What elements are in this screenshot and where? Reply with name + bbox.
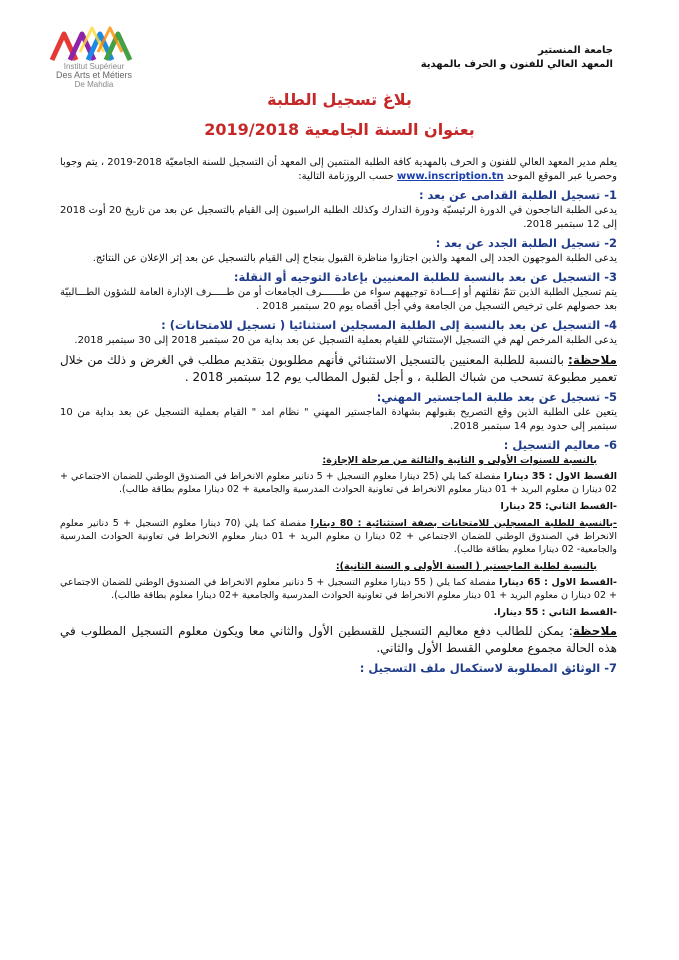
note-2 [60,623,617,657]
inscription-link[interactable]: www.inscription.tn [396,171,504,182]
note-2-label: ملاحظة [572,624,617,638]
fees-sub-3: بالنسبة لطلبة الماجستير ( السنة الأولى و السنة الثانية): [335,561,597,572]
note-1-text: بالنسبة للطلبة المعنيين بالتسجيل الاستثنائي فأنهم مطلوبون بتقديم مطلب في الغرض و ذلك من خلال تعمير مطبوعة تسحب من شباك الطلبة ، و أجل لقبول المطالب يوم 12 سبتمبر 2018 . [60,353,617,384]
section-1-heading: 1- تسجيل الطلبة القدامى عن بعد : [418,188,617,202]
intro-text-1: يعلم مدير المعهد العالي للفنون و الحرف بالمهدية كافة الطلبة المنتمين إلى المعهد أن التسجيل للسنة الجامعيّة 2018-2019 ، يتم وجوبا وحصريا عبر الموقع الموحد [60,157,617,182]
notice-title: بلاغ تسجيل الطلبة [267,90,412,109]
logo-caption [44,62,144,89]
fees-installment-2 [60,500,617,513]
logo-line-2: Des Arts et Métiers [55,70,133,80]
section-2-heading: 2- تسجيل الطلبة الجدد عن بعد : [435,236,617,250]
inst-1-label: القسط الاول : 35 دينارا [503,471,618,482]
exceptional-label: -بالنسبة للطلبة المسجلين للامتحانات بصفة استثنائية : 80 دينارا [310,518,617,529]
inst-3-label: -القسط الاول : 65 دينارا [499,577,618,588]
fees-installment-3 [60,576,617,602]
notice-body [60,156,617,677]
section-4-heading: 4- التسجيل عن بعد بالنسبة إلى الطلبة المسجلين استثنائيا ( تسجيل للامتحانات) : [161,318,617,332]
institution-header [421,44,613,72]
institute-name: المعهد العالي للفنون و الحرف بالمهدية [420,59,613,70]
note-1 [60,352,617,386]
note-2-text: : يمكن للطالب دفع معاليم التسجيل للقسطين الأول والثاني معا ويكون معلوم التسجيل المطلوب في هذه الحالة مجموع معلومي القسط الأول والثاني. [60,624,617,655]
fees-installment-4 [60,606,617,619]
intro-paragraph [60,156,617,184]
inst-2-label: -القسط الثاني: 25 دينارا [500,501,617,512]
intro-text-2: حسب الروزنامة التالية: [298,171,397,182]
inst-3-text: مفصلة كما يلي ( 55 دينارا معلوم التسجيل + 5 دنانير معلوم الانخراط في الصندوق الوطني للضمان الاجتماعي + 02 دينارا ن معلوم البريد + 01 دينار معلوم الانخراط في تعاونية الحوادث المدرسية والجامعية +02 دينارا معلوم بطاقة طالب). [60,577,617,601]
section-2-text: يدعى الطلبة الموجهون الجدد إلى المعهد والذين اجتازوا مناظرة القبول بنجاح إلى القيام بالتسجيل عن بعد إثر الإعلان عن النتائج. [92,253,617,264]
section-1-text: يدعى الطلبة الناجحون في الدورة الرئيسيّة ودورة التدارك وكذلك الطلبة الراسبون إلى القيام بالتسجيل عن بعد من تاريخ 20 أوت 2018 إلى 12 سبتمبر 2018. [60,205,617,230]
section-4-text: يدعى الطلبة المرخص لهم في التسجيل الإستثنائي للقيام بعملية التسجيل عن بعد بداية من 20 سبتمبر 2018 إلى 30 سبتمبر 2018. [74,335,617,346]
fees-exceptional [60,517,617,556]
fees-installment-1 [60,470,617,496]
section-5-heading: 5- تسجيل عن بعد طلبة الماجستير المهني: [376,390,617,404]
section-3-heading: 3- التسجيل عن بعد بالنسبة للطلبة المعنيين بإعادة التوجيه أو النقلة: [233,270,617,284]
exceptional-text: مفصلة كما يلي (70 دينارا معلوم التسجيل + 5 دنانير معلوم الانخراط في الصندوق الوطني للضمان الاجتماعي + 02 دينارا ن معلوم البريد + 01 دينار معلوم الانخراط في تعاونية الحوادث المدرسية والجامعية- 02 دينارا معلوم بطاقة طالب). [60,518,617,555]
section-6-heading: 6- معاليم التسجيل : [503,438,617,452]
section-3-text: يتم تسجيل الطلبة الذين تتمّ نقلتهم أو إعـــادة توجيههم سواء من طـــــــرف الجامعات أو من طـــــرف الإدارة العامة للشؤون الطـــالبيّة بعد حصولهم على ترخيص التسجيل من الجامعة وفي أجل أقصاه يوم 20 سبتمبر 2018 . [60,287,617,312]
note-1-label: ملاحظة: [568,353,617,367]
logo-line-3: De Mahdia [74,80,114,89]
university-name: جامعة المنستير [538,45,613,56]
notice-subtitle: بعنوان السنة الجامعية 2019/2018 [204,120,475,139]
logo-line-1: Institut Supérieur [63,62,125,71]
section-7-heading: 7- الوثائق المطلوبة لاستكمال ملف التسجيل : [359,661,617,675]
fees-sub-1: بالنسبة للسنوات الأولى و الثانية والثالثة من مرحلة الإجازة: [322,455,597,466]
section-5-text: يتعين على الطلبة الذين وقع التصريح بقبولهم بشهادة الماجستير المهني " نظام امد " القيام بعملية التسجيل عن بعد بداية من 10 سبتمبر إلى حدود يوم 14 سبتمبر 2018. [60,407,617,432]
inst-1-text: مفصلة كما يلي (25 دينارا معلوم التسجيل + 5 دنانير معلوم الانخراط في الصندوق الوطني للضمان الاجتماعي + 02 دينارا ن معلوم البريد + 01 دينار معلوم الانخراط في تعاونية الحوادث المدرسية والجامعية + 02 دينارا معلوم بطاقة طالب). [60,471,617,495]
inst-4-label: -القسط الثاني : 55 دينارا. [493,607,617,618]
